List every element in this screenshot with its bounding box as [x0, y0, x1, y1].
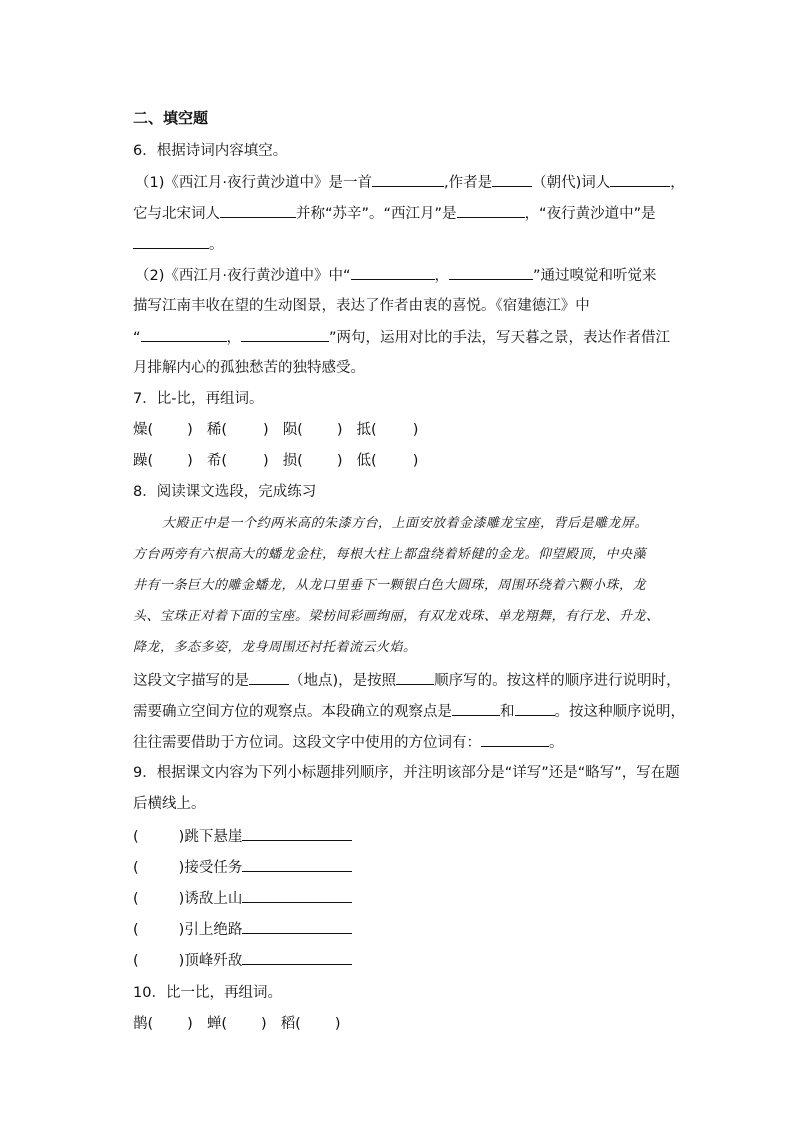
q6-part1-line3: 。	[133, 234, 224, 255]
q9-item: ( )接受任务	[133, 857, 352, 878]
q6-part1-line1: （1)《西江月·夜行黄沙道中》是一首 ,作者是 （朝代)词人 ，	[135, 172, 685, 193]
section-title: 二、填空题	[133, 109, 209, 127]
blank[interactable]	[242, 857, 352, 872]
q8-question-line3: 往往需要借助于方位词。这段文字中使用的方位词有： 。	[133, 732, 564, 753]
blank[interactable]	[133, 234, 209, 249]
q8-title: 8．阅读课文选段，完成练习	[133, 484, 317, 500]
q9-item: ( )诱敌上山	[133, 888, 352, 909]
q6-part2-line1: （2)《西江月·夜行黄沙道中》中“ ， ”通过嗅觉和听觉来	[135, 265, 657, 286]
q9-item: ( )跳下悬崖	[133, 826, 352, 847]
blank[interactable]	[242, 888, 352, 903]
q8-passage-line: 头、宝珠正对着下面的宝座。梁枋间彩画绚丽，有双龙戏珠、单龙翔舞，有行龙、升龙、	[133, 609, 660, 624]
blank[interactable]	[220, 203, 296, 218]
q7-row2: 躁( ) 希( ) 损( ) 低( )	[133, 453, 419, 469]
blank[interactable]	[396, 670, 434, 685]
blank[interactable]	[241, 327, 329, 342]
q8-passage-line: 降龙，多态多姿，龙身周围还衬托着流云火焰。	[133, 640, 417, 655]
blank[interactable]	[372, 172, 444, 187]
blank[interactable]	[242, 919, 352, 934]
blank[interactable]	[610, 172, 670, 187]
q8-passage-line: 井有一条巨大的雕金蟠龙，从龙口里垂下一颗银白色大圆珠，周围环绕着六颗小珠，龙	[133, 578, 647, 593]
blank[interactable]	[457, 203, 525, 218]
q9-title-line2: 后横线上。	[133, 796, 206, 812]
q8-passage-line: 大殿正中是一个约两米高的朱漆方台，上面安放着金漆雕龙宝座，背后是雕龙屏。	[162, 516, 649, 531]
blank[interactable]	[249, 670, 289, 685]
blank[interactable]	[515, 701, 555, 716]
q8-question-line2: 需要确立空间方位的观察点。本段确立的观察点是 和 。按这种顺序说明，	[133, 701, 685, 722]
q10-row: 鹊( ) 蝉( ) 稻( )	[133, 1016, 341, 1032]
blank[interactable]	[351, 265, 435, 280]
q7-row1: 燥( ) 稀( ) 陨( ) 抵( )	[133, 422, 419, 438]
q6-part1-line2: 它与北宋词人 并称“苏辛”。“西江月”是 ，“夜行黄沙道中”是	[133, 203, 656, 224]
blank[interactable]	[452, 701, 500, 716]
blank[interactable]	[449, 265, 533, 280]
q6-title: 6．根据诗词内容填空。	[133, 143, 288, 159]
blank[interactable]	[242, 950, 352, 965]
blank[interactable]	[242, 826, 352, 841]
q8-question-line1: 这段文字描写的是 （地点)，是按照 顺序写的。按这样的顺序进行说明时，	[133, 670, 681, 691]
q8-passage-line: 方台两旁有六根高大的蟠龙金柱，每根大柱上都盘绕着矫健的金龙。仰望殿顶，中央藻	[133, 547, 647, 562]
q9-item: ( )引上绝路	[133, 919, 352, 940]
q10-title: 10．比一比，再组词。	[133, 985, 282, 1001]
q6-part2-line2: 描写江南丰收在望的生动图景，表达了作者由衷的喜悦。《宿建德江》中	[133, 298, 590, 314]
q9-item: ( )顶峰歼敌	[133, 950, 352, 971]
q7-title: 7．比-比，再组词。	[133, 391, 264, 407]
q9-title-line1: 9．根据课文内容为下列小标题排列顺序，并注明该部分是“详写”还是“略写”，写在题	[133, 765, 680, 781]
blank[interactable]	[141, 327, 227, 342]
q6-part2-line4: 月排解内心的孤独愁苦的独特感受。	[133, 360, 365, 376]
blank[interactable]	[492, 172, 532, 187]
q6-part2-line3: “ ， ”两句，运用对比的手法，写天暮之景，表达作者借江	[133, 327, 670, 348]
blank[interactable]	[481, 732, 549, 747]
